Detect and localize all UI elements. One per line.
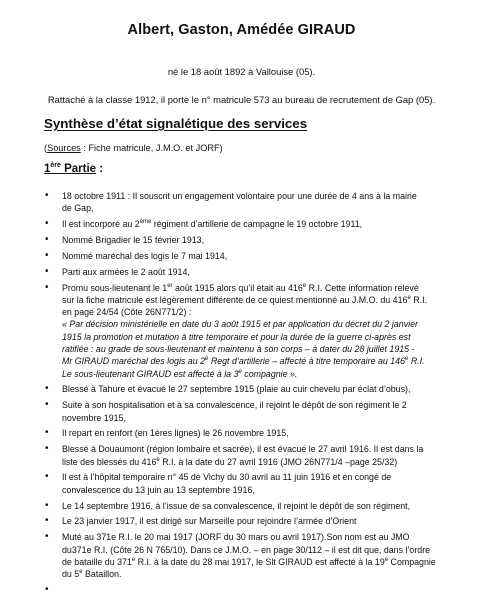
item-line: • Il est à l’hôpital temporaire n° 45 de Vichy du 30 avril au 11 juin 1916 et en congé de: [62, 472, 392, 483]
partie-word: Partie: [60, 163, 97, 175]
item-line: • Le 14 septembre 1916, à l’issue de sa convalescence, il rejoint le dépôt de son régiment,: [62, 500, 411, 511]
list-item: [62, 443, 447, 468]
item-sup: e: [384, 556, 389, 563]
item-text: R.I.: [410, 294, 427, 305]
item-text: R.I. à la date du 28 mai 1917, le Slt GIRAUD est affecté à la 19: [135, 556, 385, 567]
item-text: Il est incorporé au 2: [62, 219, 140, 230]
list-item: [62, 250, 447, 262]
list-item: [62, 234, 447, 246]
item-line: [62, 294, 447, 306]
item-line: convalescence du 13 juin au 13 septembre 1916,: [62, 484, 255, 495]
item-line: • Muté au 371e R.I. le 20 mai 1917 (JORF du 30 mars ou avril 1917).Son nom est au JMO: [62, 532, 410, 543]
quote-line: 1915 la promotion et mutation à titre temporaire et pour la durée de la guerre ci-après est: [62, 331, 411, 342]
rattache-line: Rattaché à la classe 1912, il porte le n° matricule 573 au bureau de recrutement de Gap (05).: [47, 94, 436, 105]
item-text: Compagnie: [388, 556, 436, 567]
item-text: liste des blessés du 416: [62, 456, 157, 467]
item-sup: er: [167, 282, 173, 289]
item-line: • Parti aux armées le 2 août 1914,: [62, 266, 190, 277]
item-line: [62, 282, 447, 294]
item-line: [62, 218, 447, 230]
item-line: • Il repart en renfort (en 1ères lignes) le 26 novembre 1915,: [62, 428, 289, 439]
page-title: Albert, Gaston, Amédée GIRAUD: [127, 22, 356, 38]
item-text: Le sous-lieutenant GIRAUD est affecté à la 3: [62, 368, 239, 379]
list-item: [62, 190, 447, 215]
list-item: [62, 218, 447, 230]
item-line: • Suite à son hospitalisation et à sa convalescence, il rejoint le dépôt de son régiment le 2: [62, 400, 407, 411]
service-list: [62, 190, 447, 600]
item-text: compagnie ».: [241, 368, 298, 379]
sources-label: Sources: [47, 143, 81, 153]
item-text: R.I.: [408, 356, 425, 367]
item-line: [62, 568, 447, 580]
item-line: [62, 456, 447, 468]
item-line: de Gap,: [62, 203, 94, 214]
item-sup: e: [79, 569, 83, 576]
item-text: R.I. à la date du 27 avril 1916 (JMO 26N771/4 –page 25/32): [159, 456, 398, 467]
birth-line: né le 18 août 1892 à Vallouise (05).: [167, 66, 316, 77]
quote-line: « Par décision ministérielle en date du 3 août 1915 et par application du décret du 2 janvier: [62, 319, 418, 330]
item-line: • Blessé à Douaumont (région lombaire et sacrée), il est évacué le 27 avril 1916. Il est dans la: [62, 444, 424, 455]
item-sup: è: [205, 356, 209, 363]
list-item: [62, 266, 447, 278]
sources-text: : Fiche matricule, J.M.O. et JORF): [80, 143, 223, 153]
list-item: [62, 383, 447, 395]
item-line: • Nommé Brigadier le 15 février 1913,: [62, 234, 205, 245]
sources-open: (: [44, 143, 48, 153]
item-text: R.I. Cette information relevé: [306, 282, 419, 293]
item-sup: e: [238, 368, 242, 375]
item-line: [62, 556, 447, 568]
partie-number: 1: [44, 163, 51, 175]
list-item: [62, 399, 447, 424]
item-text: sur la fiche matricule est légèrement différente de ce quiest mentionné au J.M.O. du 416: [62, 294, 408, 305]
quote-line: [62, 368, 447, 380]
item-sup: e: [131, 556, 136, 563]
item-text: Regt d’artillerie – affecté à titre temporaire au 146: [208, 356, 406, 367]
list-item: [62, 515, 447, 527]
quote-line: [62, 355, 447, 367]
item-line: • Le 23 janvier 1917, il est dirigé sur Marseille pour rejoindre l’armée d’Orient: [62, 516, 357, 527]
list-item: [62, 282, 447, 380]
partie-heading: [44, 163, 103, 175]
item-sup: e: [405, 356, 409, 363]
item-line: • 18 octobre 1911 : Il souscrit un engagement volontaire pour une durée de 4 ans à la mairie: [62, 191, 417, 201]
list-item: [62, 471, 447, 496]
item-text: Mr GIRAUD maréchal des logis au 2: [62, 356, 206, 367]
item-line: novembre 1915,: [62, 412, 126, 423]
list-item: [62, 427, 447, 439]
item-line: • Blessé à Tahure et évacué le 27 septembre 1915 (plaie au cuir chevelu par éclat d’obus),: [62, 384, 411, 395]
item-text: Promu sous-lieutenant le 1: [62, 282, 168, 293]
item-line: du371e R.I. (Côte 26 N 765/10). Dans ce J.M.O. – en page 30/112 – il est dit que, dans l’ordre: [62, 544, 431, 555]
item-sup: ème: [139, 219, 152, 226]
item-text: août 1915 alors qu’il était au 416: [172, 282, 303, 293]
partie-sup: ère: [50, 162, 61, 170]
section-heading: Synthèse d’état signalétique des services: [44, 116, 308, 131]
item-text: du 5: [62, 569, 80, 580]
item-sup: e: [407, 294, 411, 301]
list-item: [62, 531, 447, 580]
item-line: en page 24/54 (Côte 26N771/2) :: [62, 307, 192, 318]
item-line: • Nommé maréchal des logis le 7 mai 1914,: [62, 250, 228, 261]
list-item-empty: [62, 584, 447, 596]
list-item: [62, 500, 447, 512]
partie-colon: :: [96, 163, 104, 175]
item-sup: e: [156, 456, 160, 463]
item-text: régiment d’artillerie de campagne le 19 octobre 1911,: [151, 219, 363, 230]
item-text: de bataille du 371: [62, 556, 132, 567]
item-text: Bataillon.: [82, 569, 122, 580]
item-sup: e: [302, 282, 307, 289]
sources-line: [44, 143, 223, 153]
quote-line: ratifiée : au grade de sous-lieutenant et maintenu à son corps – à dater du 28 juillet 1915 -: [62, 344, 415, 354]
